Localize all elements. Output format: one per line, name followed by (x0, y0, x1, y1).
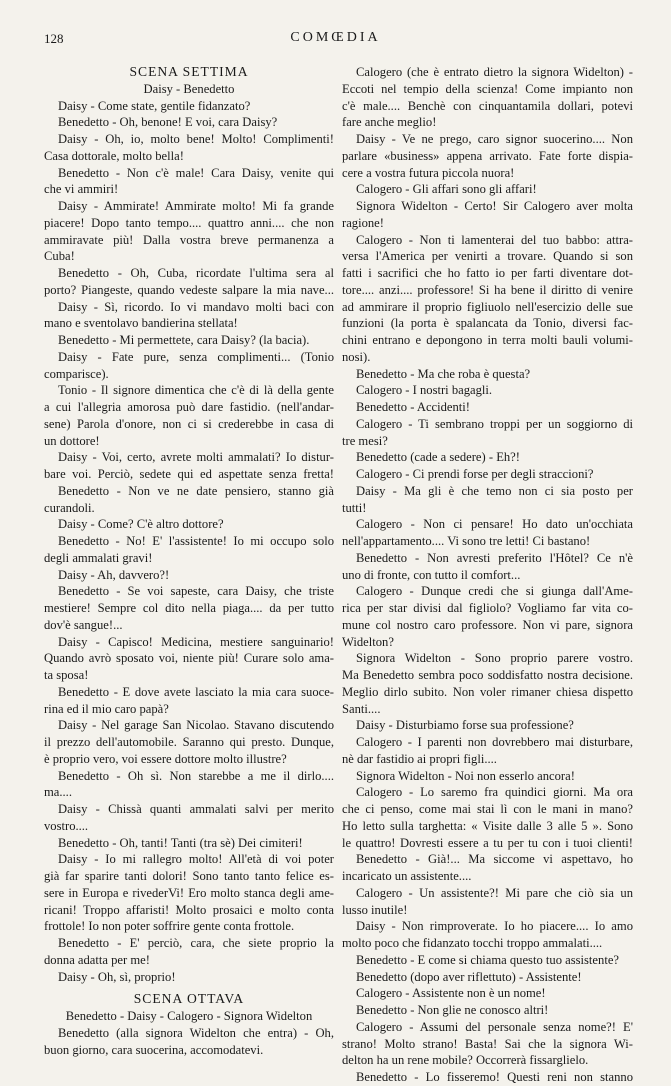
text-line: un dottore! (44, 433, 100, 448)
text-line: mano e sventolavo bandierina stellata! (44, 316, 238, 331)
text-line: fare anche meglio! (342, 115, 437, 130)
text-line: Benedetto - Oh, tanti! Tanti (tra sè) Dei cimiteri! (58, 835, 303, 850)
text-line: Casa dottorale, molto bella! (44, 148, 184, 163)
text-line: Benedetto - Oh, benone! E voi, cara Daisy? (58, 115, 278, 130)
text-line: rica per star divisi dal figliolo? Vogliamo far vita co- (342, 601, 633, 615)
text-line: Benedetto - E dove avete lasciato la mia cara suoce- (58, 684, 334, 699)
text-line: Calogero - Non ti lamenterai del tuo babbo: attra- (356, 232, 633, 247)
text-line: SCENA OTTAVA (133, 991, 245, 1007)
text-line: Calogero (che è entrato dietro la signora Widelton) - (356, 65, 633, 79)
text-line: Eccoti nel tempio della scienza! Come impianto non (342, 81, 633, 96)
text-line: Benedetto - Già!... Ma siccome vi aspettavo, ho (356, 852, 633, 867)
text-line: tutti! (342, 500, 367, 515)
text-line: Benedetto (dopo aver riflettuto) - Assistente! (356, 969, 582, 984)
text-line: Calogero - Gli affari sono gli affari! (356, 182, 537, 197)
text-line: Calogero - Ti sembrano troppi per un soggiorno di (356, 416, 633, 431)
text-line: Benedetto - Ma che roba è questa? (356, 366, 531, 381)
text-line: nosi). (342, 349, 371, 364)
text-line: frottole! Io non poter soffrire gente conta frottole. (44, 919, 295, 934)
text-line: Calogero - Non ci pensare! Ho dato un'occhiata (356, 517, 633, 532)
text-line: Calogero - Lo saremo fra quindici giorni. Ma ora (356, 785, 633, 800)
text-line: strano! Molto strano! Basta! Sai che la signora Wi- (342, 1036, 633, 1051)
text-line: Daisy - Disturbiamo forse sua professione? (356, 718, 574, 733)
text-line: donna adatta per me! (44, 952, 150, 967)
text-line: degli ammalati gravi! (44, 550, 153, 565)
text-line: tre mesi? (342, 433, 388, 448)
text-line: Signora Widelton - Certo! Sir Calogero aver molta (356, 199, 633, 213)
text-line: Meglio dirlo subito. Non voler rimaner chiesa dispetto (342, 684, 633, 699)
text-line: rina ed il mio caro papà? (44, 701, 169, 716)
text-line: Benedetto - No! E' l'assistente! Io mi occupo solo (58, 534, 334, 548)
text-line: Cuba! (44, 249, 75, 264)
text-line: Benedetto - Accidenti! (356, 400, 471, 414)
text-line: ricani! Troppo affaristi! Molto prosaici e molto conta (44, 902, 334, 917)
text-line: sere in Europa e rivederVi! Ero molto stanca degli ame- (44, 885, 334, 900)
text-line: Calogero - Ci prendi forse per degli straccioni? (356, 467, 594, 481)
text-line: Benedetto - Mi permettete, cara Daisy? (la bacia). (58, 333, 310, 347)
text-line: Daisy - Sì, ricordo. Io vi mandavo molti baci con (58, 299, 334, 314)
text-line: delton ha un rene mobile? Occorrerà fissarglielo. (342, 1053, 589, 1068)
text-line: ragione! (342, 215, 384, 230)
right-column (342, 64, 633, 1086)
text-line: incaricato un assistente.... (342, 869, 472, 883)
text-line: molto poco che fidanzato tocchi troppo ammalati.... (342, 936, 603, 950)
text-line: funzioni (la porta è spalancata da Tonio, diversi fac- (342, 316, 633, 331)
text-line: Benedetto - Non c'è male! Cara Daisy, venite qui (58, 165, 334, 180)
running-title: COMŒDIA (290, 30, 381, 45)
text-line: Daisy - Oh, io, molto bene! Molto! Complimenti! (58, 132, 334, 146)
text-line: Ho letto sulla targhetta: « Visite dalle 3 alle 5 ». Sono (342, 818, 633, 833)
text-line: le quattro! Dovresti essere a tu per tu con i tuoi clienti! (342, 835, 633, 850)
text-line: che ci penso, come mai stai lì con le mani in mano? (342, 802, 633, 816)
text-line: nell'appartamento.... Vi sono tre letti! Ci bastano! (342, 534, 591, 548)
text-line: parlare «business» appena arrivato. Fate forte dispia- (342, 148, 633, 163)
text-line: sene) Parola d'onore, non ci si crederebbe in casa di (44, 416, 334, 431)
text-line: Ma Benedetto sembra poco soddisfatto nostra decisione. (342, 668, 633, 682)
text-line: Benedetto - E' perciò, cara, che siete proprio la (58, 936, 334, 950)
text-line: vostro.... (44, 818, 89, 833)
text-line: Daisy - Benedetto (143, 81, 235, 96)
text-line: Benedetto - Se voi sapeste, cara Daisy, che triste (58, 584, 334, 599)
text-line: mestiere! Sempre col dito nella piaga.... da per tutto (44, 601, 334, 615)
text-line: Daisy - Come? C'è altro dottore? (58, 517, 224, 532)
text-line: Daisy - Ammirate! Ammirate molto! Mi fa grande (58, 199, 334, 213)
text-line: Tonio - Il signore dimentica che c'è di là della gente (58, 383, 334, 398)
text-line: Benedetto - Oh, Cuba, ricordate l'ultima sera al (58, 266, 334, 280)
text-line: Signora Widelton - Sono proprio parere vostro. (356, 651, 633, 666)
text-line: ma.... (44, 785, 72, 800)
text-line: Daisy - Oh, sì, proprio! (58, 969, 176, 984)
text-line: nè dar fastidio ai propri figli.... (342, 751, 497, 766)
text-line: curandoli. (44, 500, 95, 515)
text-line: Calogero - I parenti non dovrebbero mai disturbare, (356, 735, 633, 749)
text-line: Calogero - Un assistente?! Mi pare che ciò sia un (356, 885, 633, 900)
text-line: Daisy - Voi, certo, avrete molti ammalati? Io distur- (58, 450, 334, 465)
text-line: Daisy - Ve ne prego, caro signor suocerino.... Non (356, 132, 633, 146)
left-column (44, 64, 334, 1058)
text-line: versa l'America per venirti a trovare. Quando si son (342, 249, 633, 264)
text-line: Calogero - Dunque credi che si giunga dall'Ame- (356, 584, 633, 599)
text-line: piacere! Dopo tanto tempo.... quattro anni.... che non (44, 215, 334, 230)
text-line: uno di fronte, con tutto il comfort... (342, 567, 521, 582)
text-line: comparisce). (44, 366, 109, 381)
text-line: SCENA SETTIMA (129, 64, 249, 79)
text-line: porto? Piangeste, quando vedeste salpare la mia nave... (44, 282, 334, 297)
text-line: ad ammirare il proprio figliuolo nell'esercizio delle sue (342, 299, 633, 314)
text-line: Benedetto - E come si chiama questo tuo assistente? (356, 952, 619, 967)
text-line: Benedetto (cade a sedere) - Eh?! (356, 450, 520, 465)
text-line: ta sposa! (44, 668, 89, 682)
text-line: Benedetto - Non glie ne conosco altri! (356, 1003, 549, 1017)
text-line: Benedetto - Non ve ne date pensiero, stanno già (58, 483, 334, 498)
text-line: che vi ammiri! (44, 182, 119, 197)
text-line: Calogero - Assistente non è un nome! (356, 986, 546, 1001)
page-number: 128 (44, 31, 64, 46)
text-line: chini entrano e depongono in terra molti bauli volumi- (342, 333, 633, 347)
text-line: cere a vostra futura piccola nuora! (342, 165, 515, 180)
text-line: Daisy - Fate pure, senza complimenti... (Tonio (58, 349, 334, 364)
text-line: dov'è sangue!... (44, 617, 123, 632)
text-line: Daisy - Io mi rallegro molto! All'età di voi poter (58, 852, 334, 867)
text-line: Daisy - Non rimproverate. Io ho piacere.... Io amo (356, 919, 633, 934)
text-line: già far sparire tanti dolori! Sono tanto tanto felice es- (44, 869, 334, 883)
text-line: Calogero - Assumi del personale senza nome?! E' (356, 1019, 633, 1034)
text-line: Daisy - Capisco! Medicina, mestiere sanguinario! (58, 634, 334, 649)
text-line: bare voi. Perciò, sedete qui ed aspettate senza fretta! (44, 467, 334, 481)
text-line: a cui l'allegria amorosa può dare fastidio. (nell'andar- (44, 400, 334, 414)
text-line: Benedetto (alla signora Widelton che entra) - Oh, (58, 1025, 334, 1040)
text-line: tore.... anzi.... professore! Si ha bene il diritto di venire (342, 282, 633, 297)
text-line: Signora Widelton - Noi non esserlo ancora! (356, 768, 575, 783)
text-line: lusso inutile! (342, 902, 408, 917)
text-line: Daisy - Ah, davvero?! (58, 567, 170, 582)
text-line: Benedetto - Daisy - Calogero - Signora Widelton (65, 1009, 313, 1023)
text-line: Daisy - Nel garage San Nicolao. Stavano discutendo (58, 718, 334, 733)
text-line: il prezzo dell'automobile. Saranno qui presto. Dunque, (44, 735, 334, 749)
text-line: Benedetto - Oh sì. Non starebbe a me il dirlo.... (58, 768, 334, 783)
text-line: Quando avrò sposato voi, niente più! Curare solo ama- (44, 651, 334, 666)
text-line: mune col nostro caro professore. Non vi pare, signora (342, 617, 633, 632)
text-line: Benedetto - Lo fisseremo! Questi reni non stanno (356, 1070, 633, 1084)
text-line: è proprio vero, voi essere dottore molto illustre? (44, 751, 287, 766)
text-line: c'è male.... Benchè con cinquantamila dollari, potevi (342, 98, 633, 113)
text-line: Santi.... (342, 701, 381, 716)
text-line: Daisy - Chissà quanti ammalati salvi per merito (58, 802, 334, 816)
text-line: Widelton? (342, 634, 394, 649)
text-line: Benedetto - Non avresti preferito l'Hôtel? Ce n'è (356, 550, 633, 565)
text-line: fatti i sacrifici che ho fatto io per farti diventare dot- (342, 266, 633, 280)
text-line: buon giorno, cara suocerina, accomodatevi. (44, 1042, 264, 1057)
text-line: Daisy - Come state, gentile fidanzato? (58, 98, 251, 113)
text-line: ammiravate più! Dalla vostra breve permanenza a (44, 232, 334, 247)
text-line: Daisy - Ma gli è che temo non ci sia posto per (356, 483, 633, 498)
text-line: Calogero - I nostri bagagli. (356, 383, 493, 398)
